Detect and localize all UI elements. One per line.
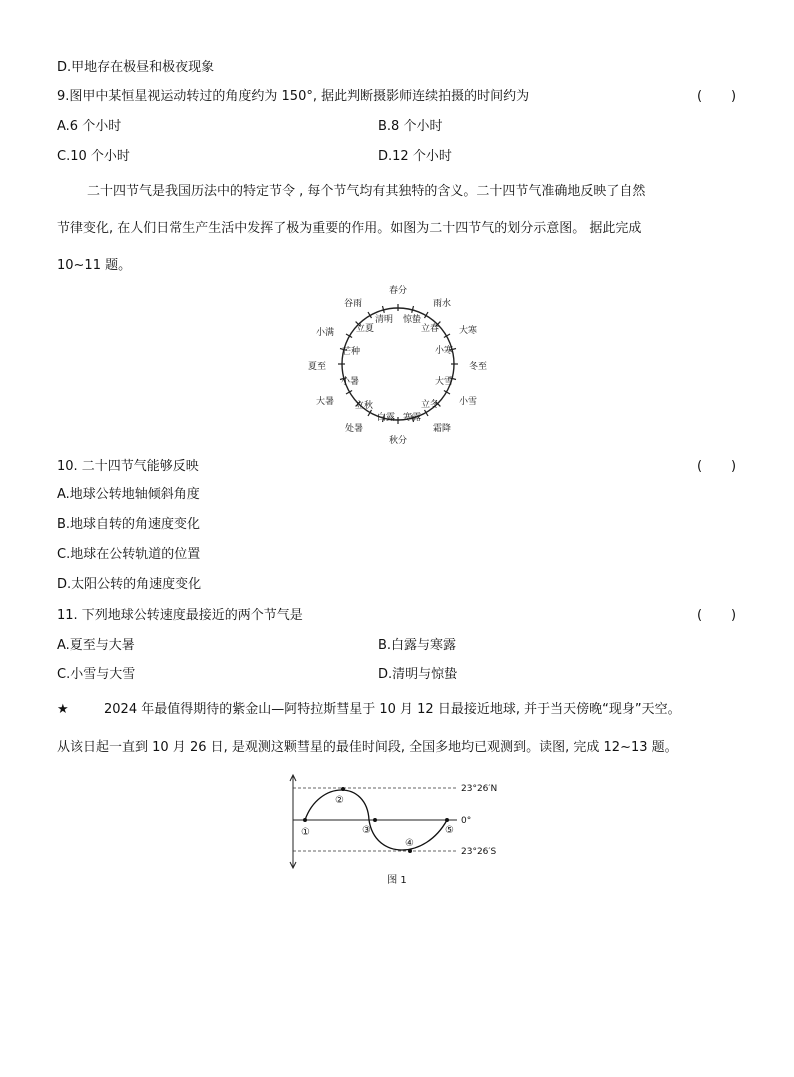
term-end-of-heat: 处暑 <box>344 424 364 434</box>
q9-option-a: A.6 个小时 <box>57 119 122 134</box>
q10-answer-bracket: ( ) <box>697 459 737 474</box>
term-minor-snow: 小雪 <box>458 397 478 407</box>
term-spring-equinox: 春分 <box>388 286 408 296</box>
passage1-line3: 10~11 题。 <box>57 258 132 273</box>
term-minor-cold: 小寒 <box>434 346 454 356</box>
q10-option-b: B.地球自转的角速度变化 <box>57 517 201 532</box>
term-cold-dew: 寒露 <box>402 413 422 423</box>
q11-option-b: B.白露与寒露 <box>378 638 457 653</box>
figure1-caption: 图 1 <box>387 875 407 886</box>
passage2-line1: 2024 年最值得期待的紫金山—阿特拉斯彗星于 10 月 12 日最接近地球, 并于当天傍晚“现身”天空。 <box>104 702 681 717</box>
passage2-line2: 从该日起一直到 10 月 26 日, 是观测这颗彗星的最佳时间段, 全国多地均已观测到。读图, 完成 12~13 题。 <box>57 740 678 755</box>
figure1-diagram <box>285 772 515 890</box>
term-frost-descent: 霜降 <box>432 424 452 434</box>
q9-option-b: B.8 个小时 <box>378 119 443 134</box>
term-major-cold: 大寒 <box>458 326 478 336</box>
term-beginning-summer: 立夏 <box>355 324 375 334</box>
point-3-label: ③ <box>362 825 371 836</box>
q11-answer-bracket: ( ) <box>697 608 737 623</box>
term-beginning-winter: 立冬 <box>420 400 440 410</box>
point-3-dot <box>373 818 377 822</box>
point-5-label: ⑤ <box>445 825 454 836</box>
term-pure-brightness: 清明 <box>374 315 394 325</box>
q9-option-d: D.12 个小时 <box>378 149 452 164</box>
q10-option-c: C.地球在公转轨道的位置 <box>57 547 201 562</box>
term-awakening: 惊蛰 <box>402 315 422 325</box>
q10-stem: 10. 二十四节气能够反映 <box>57 459 199 474</box>
label-tropic-south: 23°26′S <box>461 847 497 857</box>
point-2-dot <box>341 787 345 791</box>
solar-terms-diagram <box>300 280 500 450</box>
point-2-label: ② <box>335 795 344 806</box>
star-marker: ★ <box>57 702 69 717</box>
point-4-label: ④ <box>405 838 414 849</box>
point-5-dot <box>445 818 449 822</box>
term-beginning-autumn: 立秋 <box>354 401 374 411</box>
q10-option-d: D.太阳公转的角速度变化 <box>57 577 202 592</box>
q11-option-a: A.夏至与大暑 <box>57 638 135 653</box>
term-autumn-equinox: 秋分 <box>388 436 408 446</box>
q10-option-a: A.地球公转地轴倾斜角度 <box>57 487 200 502</box>
term-minor-heat: 小暑 <box>340 377 360 387</box>
q8-option-d: D.甲地存在极昼和极夜现象 <box>57 60 215 75</box>
term-grain-rain: 谷雨 <box>343 299 363 309</box>
term-grain-full: 小满 <box>315 328 335 338</box>
point-1-dot <box>303 818 307 822</box>
q11-stem: 11. 下列地球公转速度最接近的两个节气是 <box>57 608 303 623</box>
q9-stem: 9.图甲中某恒星视运动转过的角度约为 150°, 据此判断摄影师连续拍摄的时间约为 <box>57 89 530 104</box>
passage1-line1: 二十四节气是我国历法中的特定节令 , 每个节气均有其独特的含义。二十四节气准确地反映了自然 <box>87 184 646 199</box>
term-winter-solstice: 冬至 <box>468 362 488 372</box>
term-white-dew: 白露 <box>376 413 396 423</box>
q9-option-c: C.10 个小时 <box>57 149 130 164</box>
term-rain-water: 雨水 <box>432 299 452 309</box>
term-major-snow: 大雪 <box>434 377 454 387</box>
term-summer-solstice: 夏至 <box>307 362 327 372</box>
q9-answer-bracket: ( ) <box>697 89 737 104</box>
label-tropic-north: 23°26′N <box>461 784 498 794</box>
point-4-dot <box>408 849 412 853</box>
point-1-label: ① <box>301 827 310 838</box>
term-beginning-spring: 立春 <box>420 324 440 334</box>
term-major-heat: 大暑 <box>315 397 335 407</box>
q11-option-d: D.清明与惊蛰 <box>378 667 458 682</box>
passage1-line2: 节律变化, 在人们日常生产生活中发挥了极为重要的作用。如图为二十四节气的划分示意图。 据此完成 <box>57 221 642 236</box>
q11-option-c: C.小雪与大雪 <box>57 667 136 682</box>
term-grain-in-ear: 芒种 <box>341 347 361 357</box>
label-equator: 0° <box>461 816 472 826</box>
